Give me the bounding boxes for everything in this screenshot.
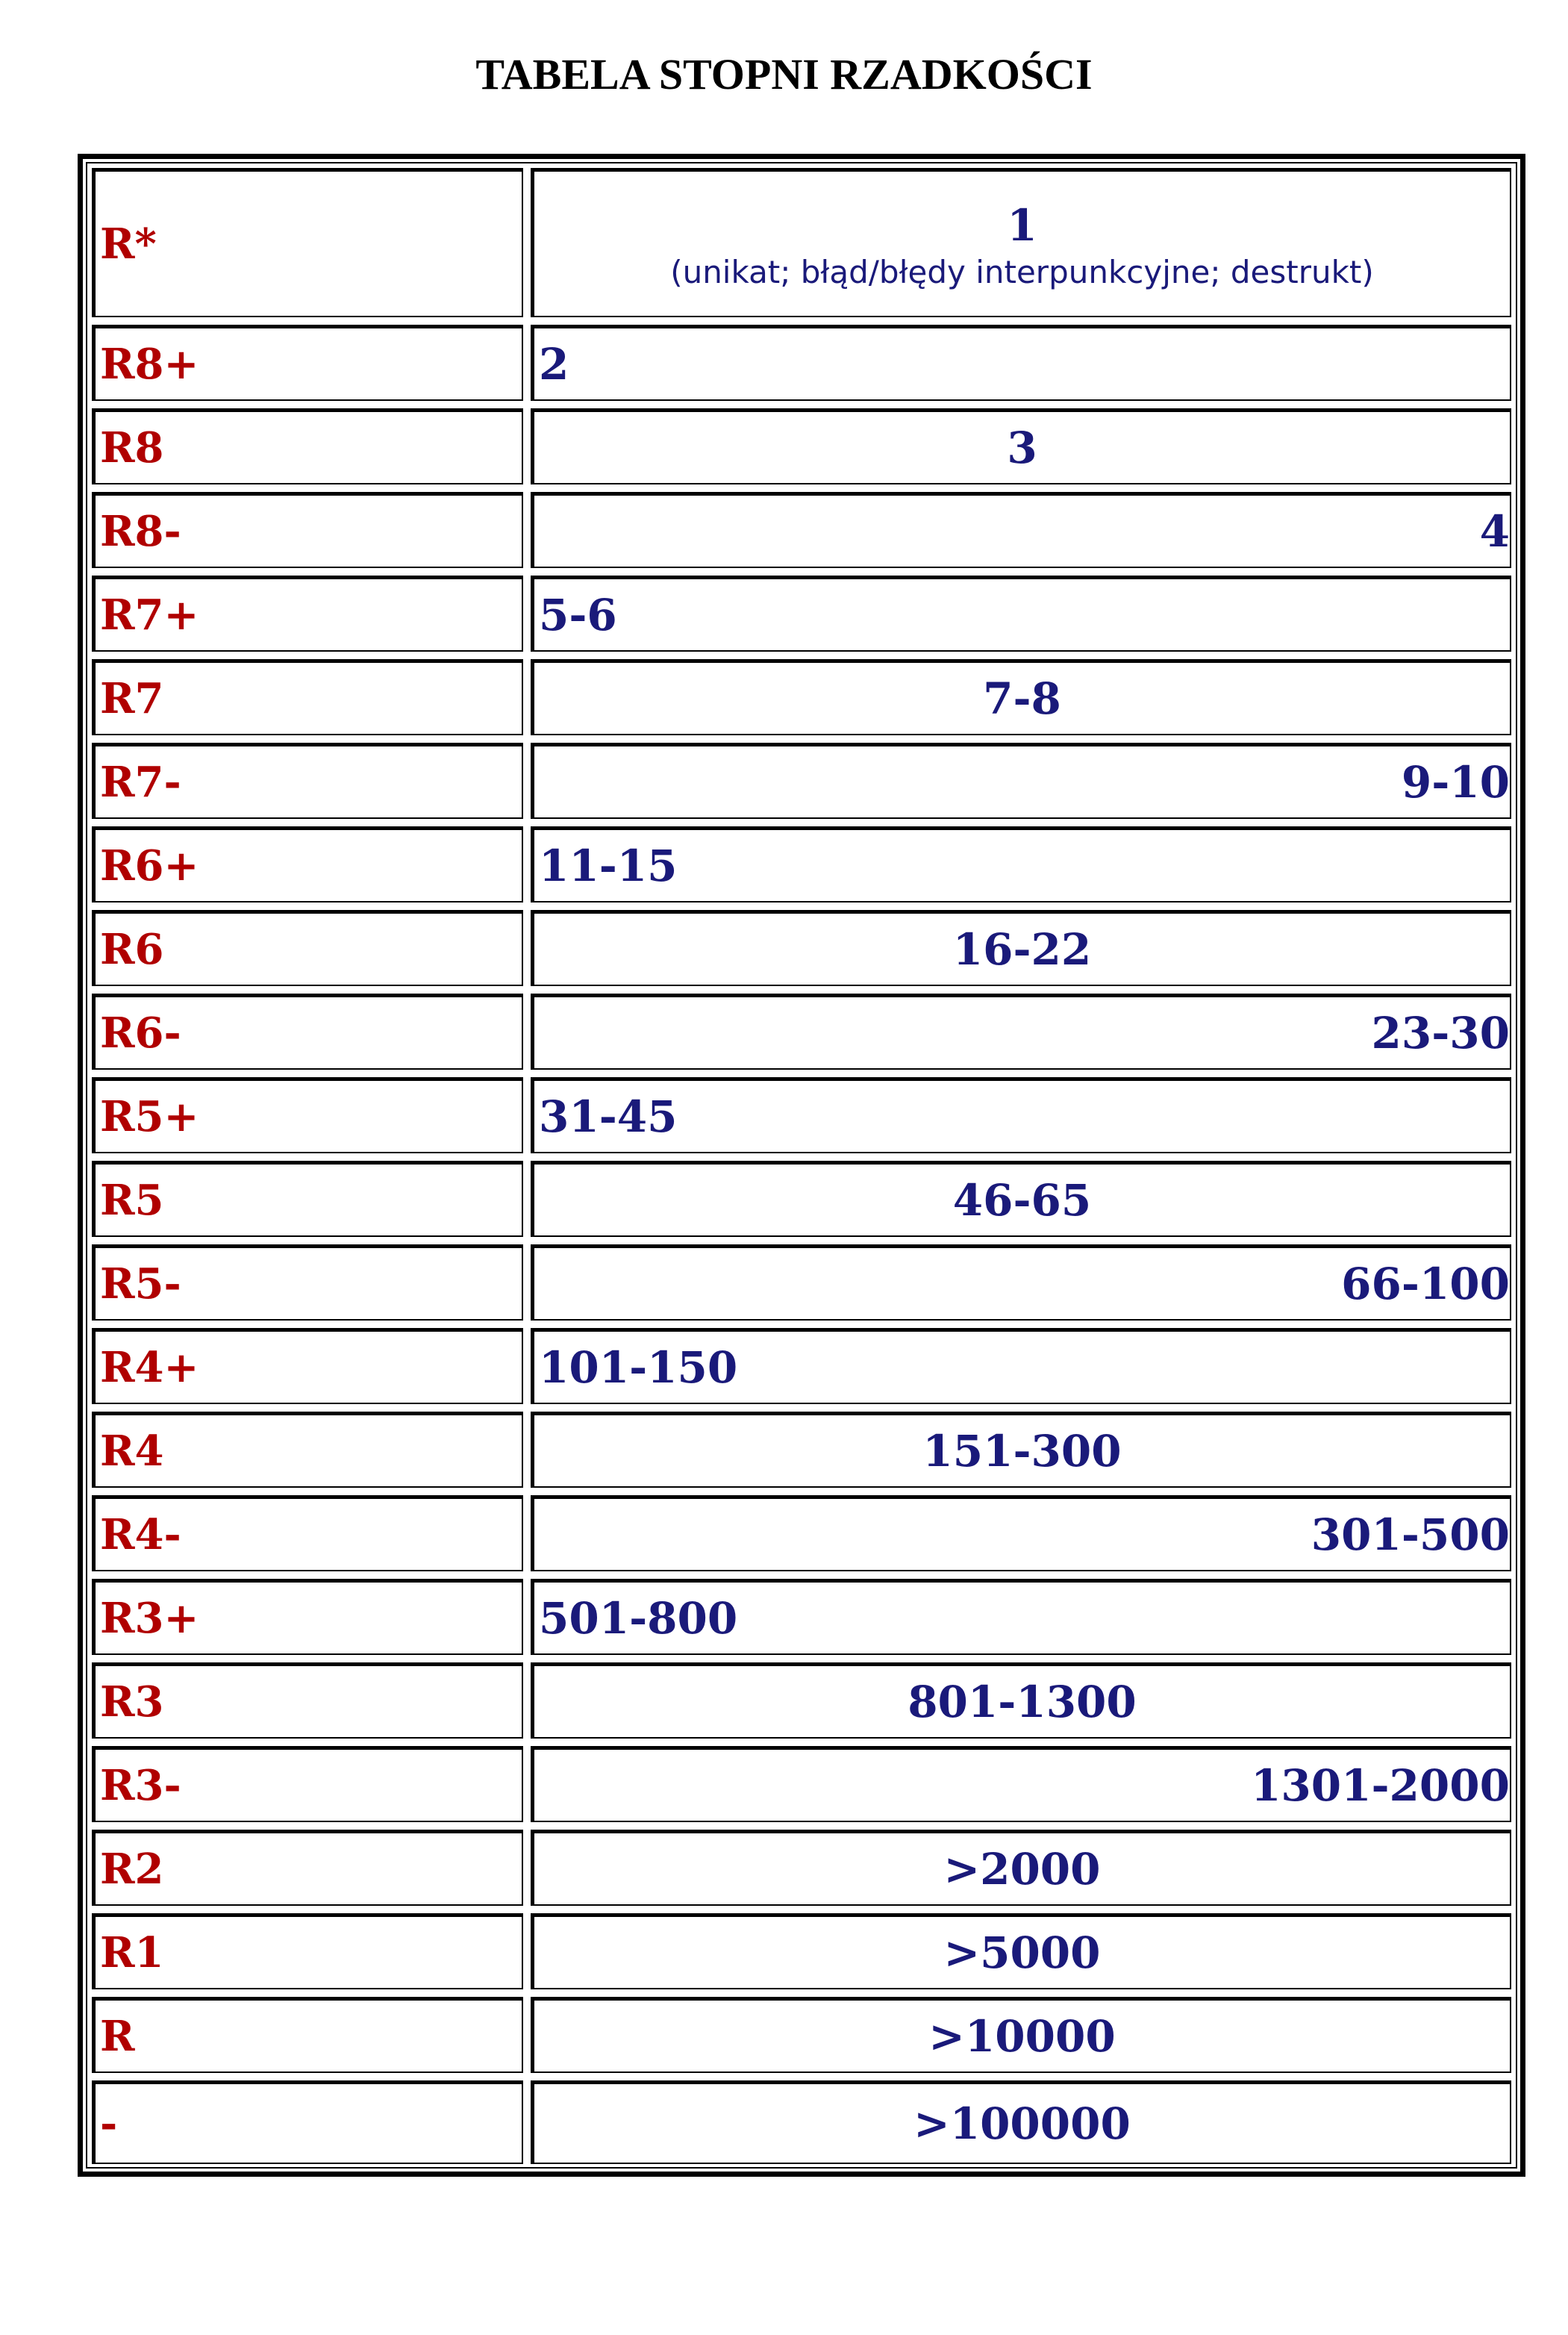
count-value: 2	[539, 338, 569, 390]
table-row	[87, 492, 1516, 568]
count-value: 3	[1007, 422, 1037, 473]
count-note: (unikat; błąd/błędy interpunkcyjne; destrukt)	[670, 254, 1374, 290]
grade-label: R6+	[100, 841, 199, 891]
count-cell	[531, 743, 1511, 819]
table-row	[87, 1662, 1516, 1739]
rarity-table	[78, 154, 1525, 2177]
table-row	[87, 408, 1516, 484]
grade-label: R8	[100, 423, 164, 473]
table-row	[87, 576, 1516, 652]
grade-label: R*	[100, 219, 157, 269]
count-cell	[531, 1244, 1511, 1321]
grade-label: -	[100, 2098, 118, 2148]
grade-label: R7+	[100, 590, 199, 640]
grade-cell	[92, 1161, 523, 1237]
table-row	[87, 1161, 1516, 1237]
grade-cell	[92, 1495, 523, 1571]
count-cell	[531, 1746, 1511, 1822]
count-value: 151-300	[922, 1425, 1122, 1477]
grade-cell	[92, 659, 523, 735]
table-row	[87, 1746, 1516, 1822]
grade-label: R4-	[100, 1509, 181, 1559]
grade-cell	[92, 1997, 523, 2073]
grade-label: R6-	[100, 1008, 181, 1058]
table-row	[87, 1830, 1516, 1906]
table-row	[87, 1913, 1516, 1989]
count-value: 501-800	[539, 1592, 738, 1644]
grade-cell	[92, 1412, 523, 1488]
table-row	[87, 325, 1516, 401]
grade-cell	[92, 1662, 523, 1739]
table-row	[87, 659, 1516, 735]
grade-label: R4+	[100, 1342, 199, 1392]
count-cell	[531, 576, 1511, 652]
count-cell	[531, 1579, 1511, 1655]
table-row	[87, 1579, 1516, 1655]
count-cell	[531, 1913, 1511, 1989]
table-row	[87, 743, 1516, 819]
count-cell	[531, 826, 1511, 902]
grade-cell	[92, 168, 523, 317]
grade-cell	[92, 1077, 523, 1153]
table-row	[87, 1997, 1516, 2073]
count-value: 31-45	[539, 1091, 678, 1142]
grade-cell	[92, 743, 523, 819]
count-value: 4	[1479, 505, 1510, 557]
table-row	[87, 2080, 1516, 2164]
grade-cell	[92, 1328, 523, 1404]
grade-label: R8-	[100, 506, 181, 556]
grade-cell	[92, 1830, 523, 1906]
count-cell	[531, 1077, 1511, 1153]
grade-cell	[92, 1746, 523, 1822]
count-block	[534, 199, 1510, 293]
table-row	[87, 910, 1516, 986]
grade-label: R5-	[100, 1259, 181, 1309]
count-cell	[531, 994, 1511, 1070]
table-row-first	[87, 168, 1516, 317]
grade-cell	[92, 910, 523, 986]
count-cell	[531, 1161, 1511, 1237]
grade-label: R7-	[100, 757, 181, 807]
grade-label: R5	[100, 1175, 164, 1225]
count-value: 16-22	[952, 923, 1092, 975]
count-cell	[531, 1328, 1511, 1404]
grade-label: R5+	[100, 1091, 199, 1141]
count-cell	[531, 659, 1511, 735]
count-value: 301-500	[1311, 1509, 1510, 1560]
count-value: 1	[1007, 200, 1037, 251]
grade-label: R	[100, 2011, 135, 2061]
count-value: 7-8	[983, 673, 1061, 724]
count-cell	[531, 492, 1511, 568]
table-row	[87, 994, 1516, 1070]
count-value: 66-100	[1341, 1258, 1510, 1309]
grade-label: R3+	[100, 1593, 199, 1643]
grade-label: R7	[100, 673, 164, 723]
rarity-table-body	[86, 162, 1517, 2169]
count-cell	[531, 168, 1511, 317]
count-cell	[531, 1495, 1511, 1571]
count-value: >100000	[913, 2098, 1131, 2149]
count-value: 801-1300	[908, 1676, 1137, 1727]
grade-cell	[92, 994, 523, 1070]
count-value: >10000	[928, 2010, 1116, 2062]
count-value: 23-30	[1371, 1007, 1510, 1059]
grade-cell	[92, 576, 523, 652]
count-cell	[531, 1662, 1511, 1739]
grade-label: R1	[100, 1927, 164, 1977]
page-title: TABELA STOPNI RZADKOŚCI	[475, 50, 1093, 99]
grade-cell	[92, 1913, 523, 1989]
grade-label: R8+	[100, 339, 199, 389]
grade-label: R6	[100, 924, 164, 974]
table-row	[87, 1077, 1516, 1153]
table-row	[87, 1328, 1516, 1404]
grade-label: R3	[100, 1677, 164, 1727]
count-cell	[531, 1830, 1511, 1906]
count-cell	[531, 2080, 1511, 2164]
table-row	[87, 1495, 1516, 1571]
count-value: 101-150	[539, 1341, 738, 1393]
count-cell	[531, 1997, 1511, 2073]
grade-cell	[92, 1579, 523, 1655]
count-cell	[531, 325, 1511, 401]
grade-label: R4	[100, 1426, 164, 1476]
count-value: >5000	[943, 1927, 1101, 1978]
grade-cell	[92, 826, 523, 902]
count-cell	[531, 910, 1511, 986]
grade-label: R3-	[100, 1760, 181, 1810]
grade-cell	[92, 492, 523, 568]
count-value: 5-6	[539, 589, 617, 640]
count-value: 11-15	[539, 840, 678, 891]
table-row	[87, 1244, 1516, 1321]
table-row	[87, 1412, 1516, 1488]
grade-cell	[92, 2080, 523, 2164]
count-value: 46-65	[952, 1174, 1092, 1226]
count-cell	[531, 1412, 1511, 1488]
count-value: 1301-2000	[1251, 1759, 1510, 1811]
grade-cell	[92, 1244, 523, 1321]
table-row	[87, 826, 1516, 902]
count-value: 9-10	[1401, 756, 1510, 808]
count-value: >2000	[943, 1843, 1101, 1895]
grade-cell	[92, 325, 523, 401]
count-cell	[531, 408, 1511, 484]
grade-label: R2	[100, 1844, 164, 1894]
grade-cell	[92, 408, 523, 484]
